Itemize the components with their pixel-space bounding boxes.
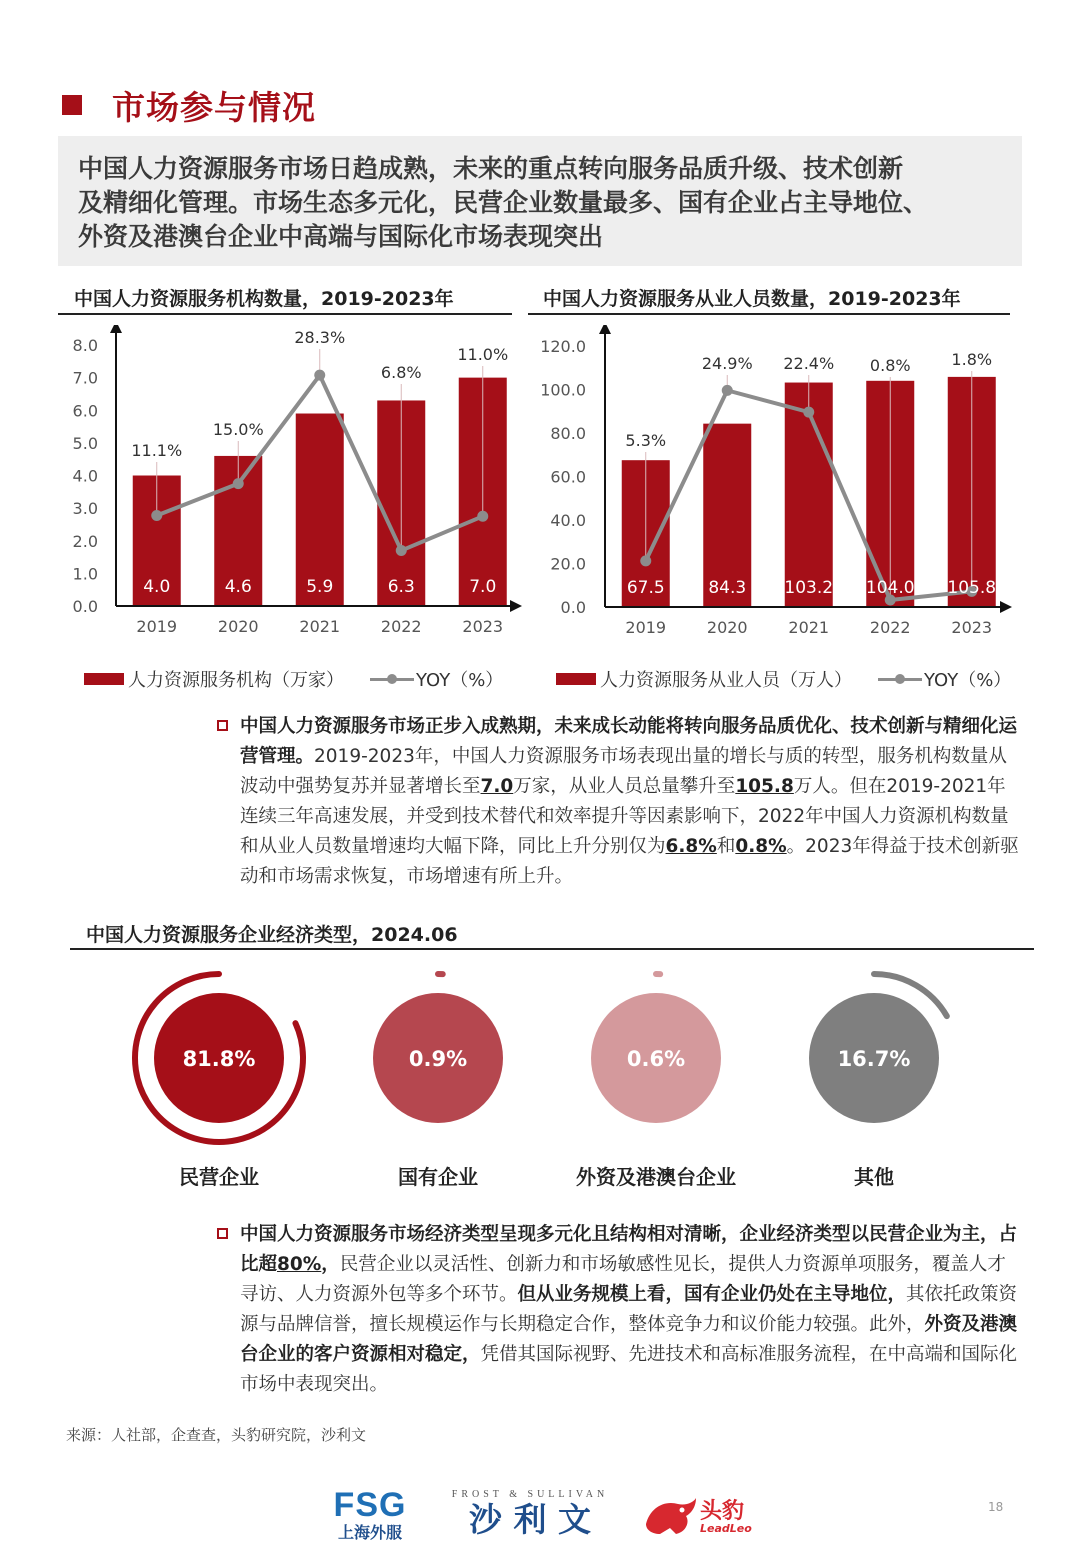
para2-bold: 但从业务规模上看，国有企业仍处在主导地位， xyxy=(517,1284,907,1305)
yoy-point xyxy=(640,555,651,566)
para2-value: 80% xyxy=(277,1254,322,1275)
yoy-label: 15.0% xyxy=(212,420,264,439)
yoy-label: 22.4% xyxy=(783,354,835,373)
chart1-title: 中国人力资源服务机构数量，2019-2023年 xyxy=(74,288,454,310)
yoy-label: 11.0% xyxy=(457,345,509,364)
chart1-title-rule xyxy=(58,313,512,315)
analysis-paragraph-2 xyxy=(240,1220,1022,1400)
para1-text: 2019-2023年，中国人力资源服务市场表现出量的增长与质的转型，服务机构数量从波动中强势复苏并显著增长至 xyxy=(240,746,1007,797)
para2-text: 凭借其国际视野、先进技术和高标准服务流程，在中高端和国际化市场中表现突出。 xyxy=(240,1344,1018,1395)
x-tick-label: 2021 xyxy=(788,618,830,637)
bar-value-label: 4.6 xyxy=(224,577,252,597)
legend-line-label: YOY（%） xyxy=(416,670,504,691)
type-category-label: 民营企业 xyxy=(179,1165,259,1189)
para1-text: 和 xyxy=(716,836,736,857)
section-marker xyxy=(62,95,82,115)
section-title: 市场参与情况 xyxy=(112,87,316,127)
x-tick-label: 2020 xyxy=(706,618,748,637)
type-percent-label: 81.8% xyxy=(182,1047,256,1071)
x-tick-label: 2023 xyxy=(462,617,504,636)
yoy-label: 1.8% xyxy=(951,350,993,369)
para1-value: 0.8% xyxy=(735,836,787,857)
y-tick-label: 6.0 xyxy=(72,401,98,421)
para2-lead-end: ， xyxy=(321,1254,340,1275)
bar-value-label: 6.3 xyxy=(387,577,415,597)
summary-line: 及精细化管理。市场生态多元化，民营企业数量最多、国有企业占主导地位、 xyxy=(78,188,929,217)
bar-value-label: 67.5 xyxy=(626,578,665,598)
yoy-point xyxy=(396,545,407,556)
bar-value-label: 104.0 xyxy=(865,578,915,598)
frost-sullivan-logo xyxy=(432,1489,628,1540)
x-axis-arrow xyxy=(510,600,522,612)
yoy-point xyxy=(314,370,325,381)
y-tick-label: 60.0 xyxy=(550,467,586,487)
type-category-label: 国有企业 xyxy=(398,1165,478,1189)
para2-bold: 外资及港澳台企业的客户资源相对稳定， xyxy=(240,1314,1018,1365)
yoy-point xyxy=(233,478,244,489)
para2-text: 民营企业以灵活性、创新力和市场敏感性见长，提供人力资源单项服务，覆盖人才寻访、人力资源外包等多个环节。 xyxy=(240,1254,1006,1305)
legend-bar-label: 人力资源服务机构（万家） xyxy=(128,670,344,691)
type-percent-label: 0.6% xyxy=(626,1047,686,1071)
frost-sullivan-en: FROST & SULLIVAN xyxy=(451,1489,609,1500)
bar-value-label: 7.0 xyxy=(469,577,497,597)
yoy-label: 6.8% xyxy=(380,363,422,382)
para2-lead: 中国人力资源服务市场经济类型呈现多元化且结构相对清晰，企业经济类型以民营企业为主，占比超 xyxy=(240,1224,1018,1275)
summary-line: 中国人力资源服务市场日趋成熟，未来的重点转向服务品质升级、技术创新 xyxy=(78,154,904,183)
bullet-icon xyxy=(217,720,228,731)
y-tick-label: 100.0 xyxy=(540,380,586,400)
para2-text: 其依托政策资源与品牌信誉，擅长规模运作与长期稳定合作，整体竞争力和议价能力较强。此外， xyxy=(240,1284,1018,1335)
x-tick-label: 2020 xyxy=(217,617,259,636)
yoy-label: 24.9% xyxy=(701,354,753,373)
yoy-label: 28.3% xyxy=(294,328,346,347)
bar-value-label: 5.9 xyxy=(306,577,334,597)
fsg-logo-sub: 上海外服 xyxy=(337,1523,402,1542)
para1-lead: 中国人力资源服务市场正步入成熟期，未来成长动能将转向服务品质优化、技术创新与精细化运营管理。 xyxy=(240,716,1018,767)
chart2-legend xyxy=(556,666,1011,692)
bar-value-label: 84.3 xyxy=(708,578,747,598)
chart2-employees xyxy=(528,325,1028,655)
legend-bar-swatch xyxy=(556,673,596,685)
yoy-point xyxy=(477,511,488,522)
leadleo-en: LeadLeo xyxy=(700,1522,752,1535)
y-tick-label: 120.0 xyxy=(540,337,586,356)
legend-line-label: YOY（%） xyxy=(924,670,1012,691)
x-tick-label: 2019 xyxy=(136,617,178,636)
x-tick-label: 2022 xyxy=(380,617,422,636)
y-tick-label: 0.0 xyxy=(560,598,586,617)
analysis-paragraph-1 xyxy=(240,712,1022,892)
chart3-economic-types xyxy=(60,958,1020,1198)
para1-text: 。2023年得益于技术创新驱动和市场需求恢复，市场增速有所上升。 xyxy=(240,836,1019,887)
yoy-label: 0.8% xyxy=(869,356,911,375)
y-axis-arrow xyxy=(110,325,122,333)
para1-value: 105.8 xyxy=(735,776,794,797)
y-tick-label: 80.0 xyxy=(550,424,586,443)
x-axis-arrow xyxy=(1000,601,1012,613)
y-tick-label: 3.0 xyxy=(72,499,98,519)
summary-line: 外资及港澳台企业中高端与国际化市场表现突出 xyxy=(78,222,604,251)
y-tick-label: 1.0 xyxy=(72,564,98,584)
y-tick-label: 4.0 xyxy=(72,466,98,486)
yoy-point xyxy=(803,407,814,418)
type-percent-label: 16.7% xyxy=(837,1047,911,1071)
y-tick-label: 20.0 xyxy=(550,554,586,574)
y-tick-label: 8.0 xyxy=(72,336,98,355)
chart1-institutions xyxy=(58,325,533,655)
para1-text: 万人。但在2019-2021年连续三年高速发展，并受到技术替代和效率提升等因素影响下，2022年中国人力资源机构数量和从业人员数量增速均大幅下降，同比上升分别仅为 xyxy=(240,776,1009,857)
y-tick-label: 0.0 xyxy=(72,597,98,616)
leopard-icon xyxy=(642,1494,698,1538)
page-number: 18 xyxy=(988,1500,1004,1514)
bullet-icon xyxy=(217,1228,228,1239)
chart1-legend xyxy=(84,666,503,692)
fsg-logo xyxy=(322,1488,418,1544)
chart2-title-rule xyxy=(528,313,1010,315)
y-tick-label: 40.0 xyxy=(550,511,586,530)
para1-text: 万家，从业人员总量攀升至 xyxy=(513,776,736,797)
fsg-logo-mark: FSG xyxy=(333,1486,407,1524)
y-tick-label: 2.0 xyxy=(72,531,98,551)
summary-box xyxy=(58,136,1022,266)
leadleo-cn: 头豹 xyxy=(700,1499,745,1524)
chart2-title: 中国人力资源服务从业人员数量，2019-2023年 xyxy=(543,288,961,310)
chart3-title-rule xyxy=(70,948,1034,950)
bar-value-label: 105.8 xyxy=(947,578,997,598)
legend-bar-label: 人力资源服务从业人员（万人） xyxy=(600,670,852,691)
yoy-label: 5.3% xyxy=(625,431,667,450)
type-category-label: 其他 xyxy=(854,1165,894,1189)
frost-sullivan-cn: 沙 利 文 xyxy=(469,1500,591,1539)
bar-value-label: 103.2 xyxy=(784,578,834,598)
x-tick-label: 2023 xyxy=(951,618,993,637)
x-tick-label: 2021 xyxy=(299,617,341,636)
y-tick-label: 5.0 xyxy=(72,433,98,453)
y-tick-label: 7.0 xyxy=(72,368,98,388)
section-header xyxy=(62,82,316,128)
y-axis-arrow xyxy=(599,325,611,334)
legend-line-swatch xyxy=(370,673,414,685)
source-note: 来源：人社部，企查查，头豹研究院，沙利文 xyxy=(66,1426,367,1444)
para1-value: 7.0 xyxy=(480,776,514,797)
para1-value: 6.8% xyxy=(665,836,717,857)
type-percent-label: 0.9% xyxy=(408,1047,468,1071)
type-category-label: 外资及港澳台企业 xyxy=(576,1165,736,1189)
yoy-label: 11.1% xyxy=(131,441,183,460)
chart3-title: 中国人力资源服务企业经济类型，2024.06 xyxy=(86,924,458,946)
x-tick-label: 2022 xyxy=(869,618,911,637)
x-tick-label: 2019 xyxy=(625,618,667,637)
legend-line-swatch xyxy=(878,673,922,685)
yoy-point xyxy=(722,385,733,396)
yoy-point xyxy=(151,510,162,521)
legend-bar-swatch xyxy=(84,673,124,685)
bar-value-label: 4.0 xyxy=(143,577,171,597)
